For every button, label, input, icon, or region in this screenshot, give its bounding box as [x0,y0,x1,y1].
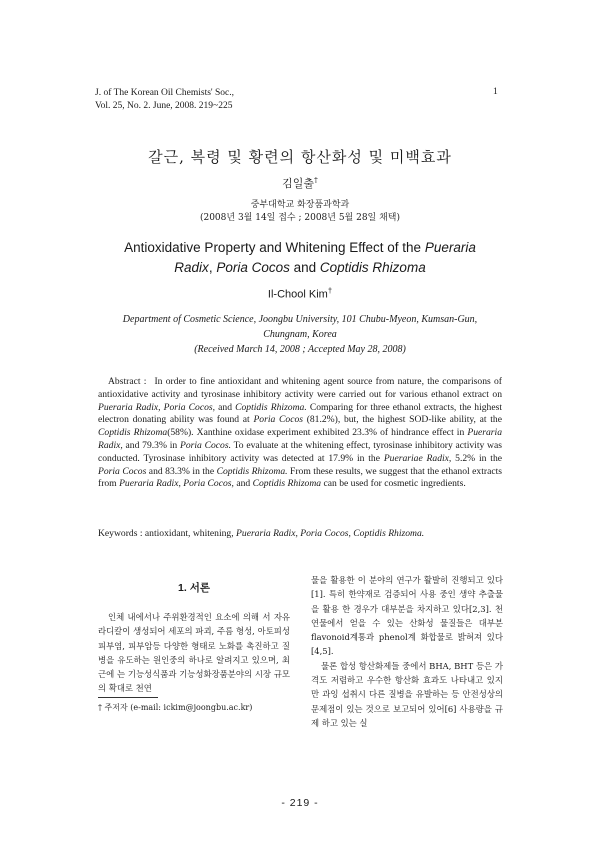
abstract-species: Pueraria Radix, Poria Cocos, [119,478,234,490]
abstract-text: From these results, we suggest that the ethanol extracts from [98,465,502,490]
abstract-text: and [233,478,253,490]
abstract-species: Pueraria Radix, [98,427,503,451]
journal-citation [95,87,234,113]
dates-korean: (2008년 3월 14일 접수 ; 2008년 5월 28일 채택) [199,213,401,223]
title-en-text: , [208,260,217,275]
title-korean: 갈근, 복령 및 황련의 항산화성 및 미백효과 [148,148,452,166]
author-mark: † [314,175,318,185]
left-column [98,580,290,696]
author-english [0,286,600,301]
affiliation-korean [0,199,600,225]
affiliation-english [0,312,600,357]
page-number-footer: - 219 - [281,797,319,809]
affiliation-name-ko: 중부대학교 화장품과학과 [250,200,350,210]
abstract-text: (58%). Xanthine oxidase experiment exhibited 23.3% of hindrance effect in [167,427,468,439]
abstract-text: (81.2%), but, the highest SOD-like ability, at the [302,414,502,426]
header-page-number: 1 [493,87,498,97]
abstract-text: 5.2% in the [451,452,502,464]
abstract-text: and 79.3% in [122,439,180,451]
keywords-species: Pueraria Radix, Poria Cocos, Coptidis Rhizoma. [236,528,425,539]
author-korean [0,175,600,191]
abstract-text: and 83.3% in the [146,465,217,477]
title-en-italic: Pueraria [424,240,476,255]
abstract-text: can be used for cosmetic ingredients. [321,478,466,490]
keywords-label: Keywords : [98,528,143,539]
abstract-species: Coptidis Rhizoma. [235,401,307,413]
affiliation-en-line: Department of Cosmetic Science, Joongbu University, 101 Chubu-Myeon, Kumsan-Gun, [122,314,478,325]
section-heading: 1. 서론 [178,582,210,594]
abstract-text: In order to fine antioxidant and whitening agent source from nature, the comparisons of antioxidative activity and tyrosinase inhibitory activity were carried out for various ethanol extract on [98,376,502,400]
journal-name: J. of The Korean Oil Chemists' Soc., [95,88,235,98]
author-mark: † [327,286,333,295]
author-name-en: Il-Chool Kim [267,288,328,301]
abstract-species: Poria Cocos [98,465,147,477]
affiliation-en-line: Chungnam, Korea [263,329,337,340]
title-en-italic: Poria Cocos [216,260,290,275]
abstract-species: Coptidis Rhizoma [98,427,168,439]
abstract-species: Coptidis Rhizoma. [216,465,288,477]
abstract-species: Pueraria Radix, Poria Cocos, [98,401,216,413]
abstract-text: To evaluate at the whitening effect, tyrosinase inhibitory activity was conducted. Tyrosinase inhibitory activity was detected at 17.9% in the [98,439,502,464]
title-en-text: Antioxidative Property and Whitening Effect of the [124,240,425,255]
abstract [98,376,502,491]
footnote-divider [98,697,158,698]
title-en-italic: Radix [174,260,209,275]
abstract-species: Coptidis Rhizoma [252,478,322,490]
abstract-species: Puerariae Radix, [383,452,452,464]
abstract-text: Comparing for three ethanol extracts, the highest electron donating ability was found at [98,401,502,426]
received-dates: (Received March 14, 2008 ; Accepted May 28, 2008) [194,344,406,355]
body-paragraph: 물론 합성 항산화제들 중에서 BHA, BHT 등은 가격도 저렴하고 우수한 항산화 효과도 나타내고 있지만 과잉 섭취시 다른 질병을 유발하는 등 안전성상의 문제점이 있는 것으로 보고되어 있어[6] 사용량을 규제 하고 있는 실 [311,660,503,728]
footnote: † 주저자 (e-mail: ickim@joongbu.ac.kr) [98,703,253,712]
title-english [0,238,600,278]
keywords-text: antioxidant, whitening, [142,528,237,539]
abstract-species: Poria Cocos. [179,439,231,451]
body-paragraph: 인체 내에서나 주위환경적인 요소에 의해 서 자유라디칼이 생성되어 세포의 파괴, 주름 형성, 아토피성 피부염, 피부암등 다양한 형태로 노화를 촉진하고 질병을 유도하는 원인중의 하나로 알려지고 있으며, 최근에 는 기능성식품과 기능성화장품분야의 시장 규모의 확대로 천연 [98,612,290,694]
abstract-label: Abstract : [108,376,147,387]
author-name-ko: 김일출 [282,177,315,190]
body-paragraph: 물을 활용한 이 분야의 연구가 활발히 진행되고 있다[1]. 특히 한약재로 검증되어 사용 중인 생약 추출물을 활용 한 경우가 대부분을 차지하고 있다[2,3]. 천연물에서 얻을 수 있는 산화성 물질들은 대부분 flavonoid계통과 phenol계 화합물로 밝혀져 있다[4,5]. [311,575,503,657]
title-en-text: and [289,260,320,275]
journal-volume: Vol. 25, No. 2. June, 2008. 219~225 [95,101,233,111]
right-column [311,573,503,730]
abstract-species: Poria Cocos [253,414,303,426]
title-en-italic: Coptidis Rhizoma [319,260,426,275]
abstract-text: and [215,401,236,413]
keywords [98,527,502,540]
